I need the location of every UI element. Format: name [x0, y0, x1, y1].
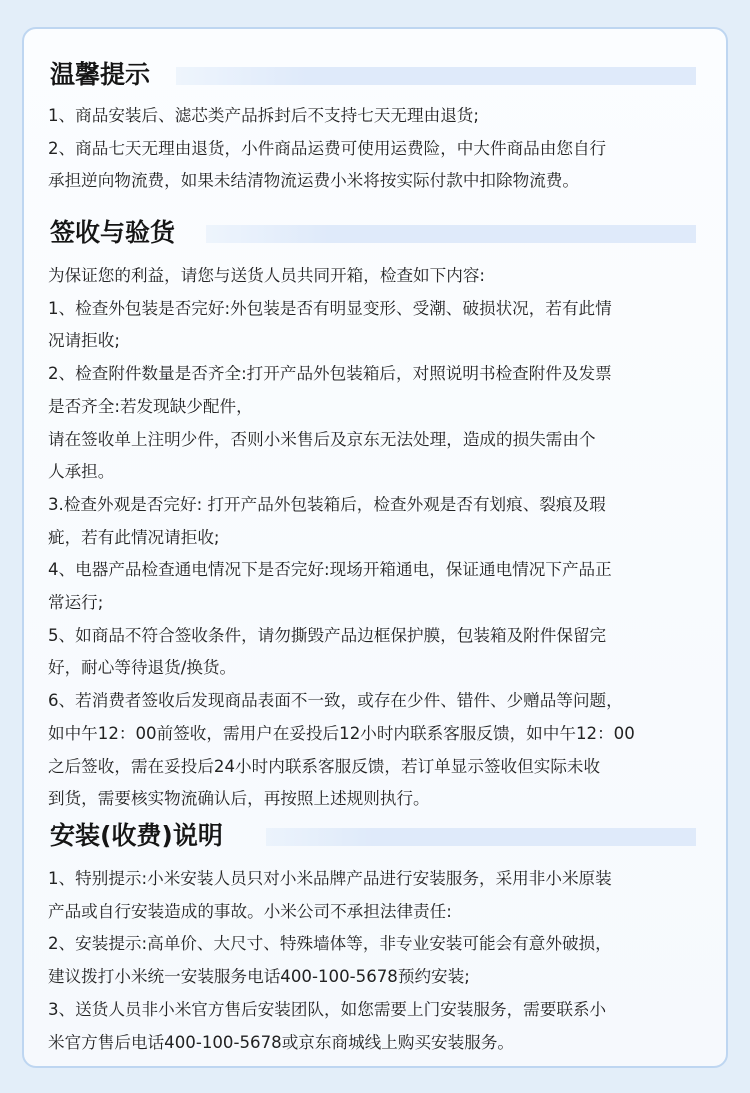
text-line: 米官方售后电话400-100-5678或京东商城线上购买安装服务。 — [48, 1032, 515, 1052]
text-line: 人承担。 — [48, 462, 115, 482]
text-line: 5、如商品不符合签收条件，请勿撕毁产品边框保护膜，包装箱及附件保留完 — [48, 625, 607, 645]
text-line: 为保证您的利益，请您与送货人员共同开箱，检查如下内容: — [48, 266, 486, 285]
title-decoration-bar — [206, 225, 696, 243]
text-line: 2、安装提示:高单价、大尺寸、特殊墙体等，非专业安装可能会有意外破损， — [48, 934, 612, 954]
title-decoration-bar — [266, 828, 696, 846]
section-body-installation — [48, 863, 714, 1059]
text-line: 请在签收单上注明少件，否则小米售后及京东无法处理，造成的损失需由个 — [48, 429, 596, 449]
text-line: 好，耐心等待退货/换货。 — [48, 658, 237, 678]
text-line: 如中午12：00前签收，需用户在妥投后12小时内联系客服反馈，如中午12：00 — [48, 723, 635, 743]
section-heading-inspection — [50, 215, 696, 251]
notice-card — [22, 27, 728, 1068]
section-heading-reminder — [50, 57, 696, 93]
section-title: 签收与验货 — [50, 218, 176, 247]
text-line: 1、特别提示:小米安装人员只对小米品牌产品进行安装服务，采用非小米原装 — [48, 869, 612, 888]
text-line: 建议拨打小米统一安装服务电话400-100-5678预约安装; — [48, 967, 470, 987]
text-line: 6、若消费者签收后发现商品表面不一致，或存在少件、错件、少赠品等问题， — [48, 691, 623, 711]
text-line: 是否齐全:若发现缺少配件， — [48, 396, 253, 416]
text-line: 承担逆向物流费，如果未结清物流运费小米将按实际付款中扣除物流费。 — [48, 171, 579, 191]
text-line: 产品或自行安装造成的事故。小米公司不承担法律责任: — [48, 901, 452, 921]
text-line: 1、商品安装后、滤芯类产品拆封后不支持七天无理由退货; — [48, 106, 479, 125]
text-line: 1、检查外包装是否完好:外包装是否有明显变形、受潮、破损状况，若有此情 — [48, 298, 612, 318]
text-line: 3.检查外观是否完好: 打开产品外包装箱后，检查外观是否有划痕、裂痕及瑕 — [48, 494, 606, 514]
section-body-inspection — [48, 260, 714, 816]
text-line: 3、送货人员非小米官方售后安装团队，如您需要上门安装服务，需要联系小 — [48, 999, 607, 1019]
text-line: 4、电器产品检查通电情况下是否完好:现场开箱通电，保证通电情况下产品正 — [48, 560, 612, 580]
title-decoration-bar — [176, 67, 696, 85]
text-line: 之后签收，需在妥投后24小时内联系客服反馈，若订单显示签收但实际未收 — [48, 756, 601, 776]
section-title: 安装(收费)说明 — [50, 821, 223, 850]
text-line: 到货，需要核实物流确认后，再按照上述规则执行。 — [48, 789, 430, 809]
section-heading-installation — [50, 818, 696, 854]
text-line: 常运行; — [48, 593, 104, 613]
section-body-reminder — [48, 100, 714, 198]
text-line: 况请拒收; — [48, 331, 120, 351]
text-line: 2、商品七天无理由退货，小件商品运费可使用运费险，中大件商品由您自行 — [48, 138, 607, 158]
text-line: 2、检查附件数量是否齐全:打开产品外包装箱后，对照说明书检查附件及发票 — [48, 364, 612, 384]
section-title: 温馨提示 — [50, 60, 151, 89]
text-line: 疵，若有此情况请拒收; — [48, 527, 220, 547]
